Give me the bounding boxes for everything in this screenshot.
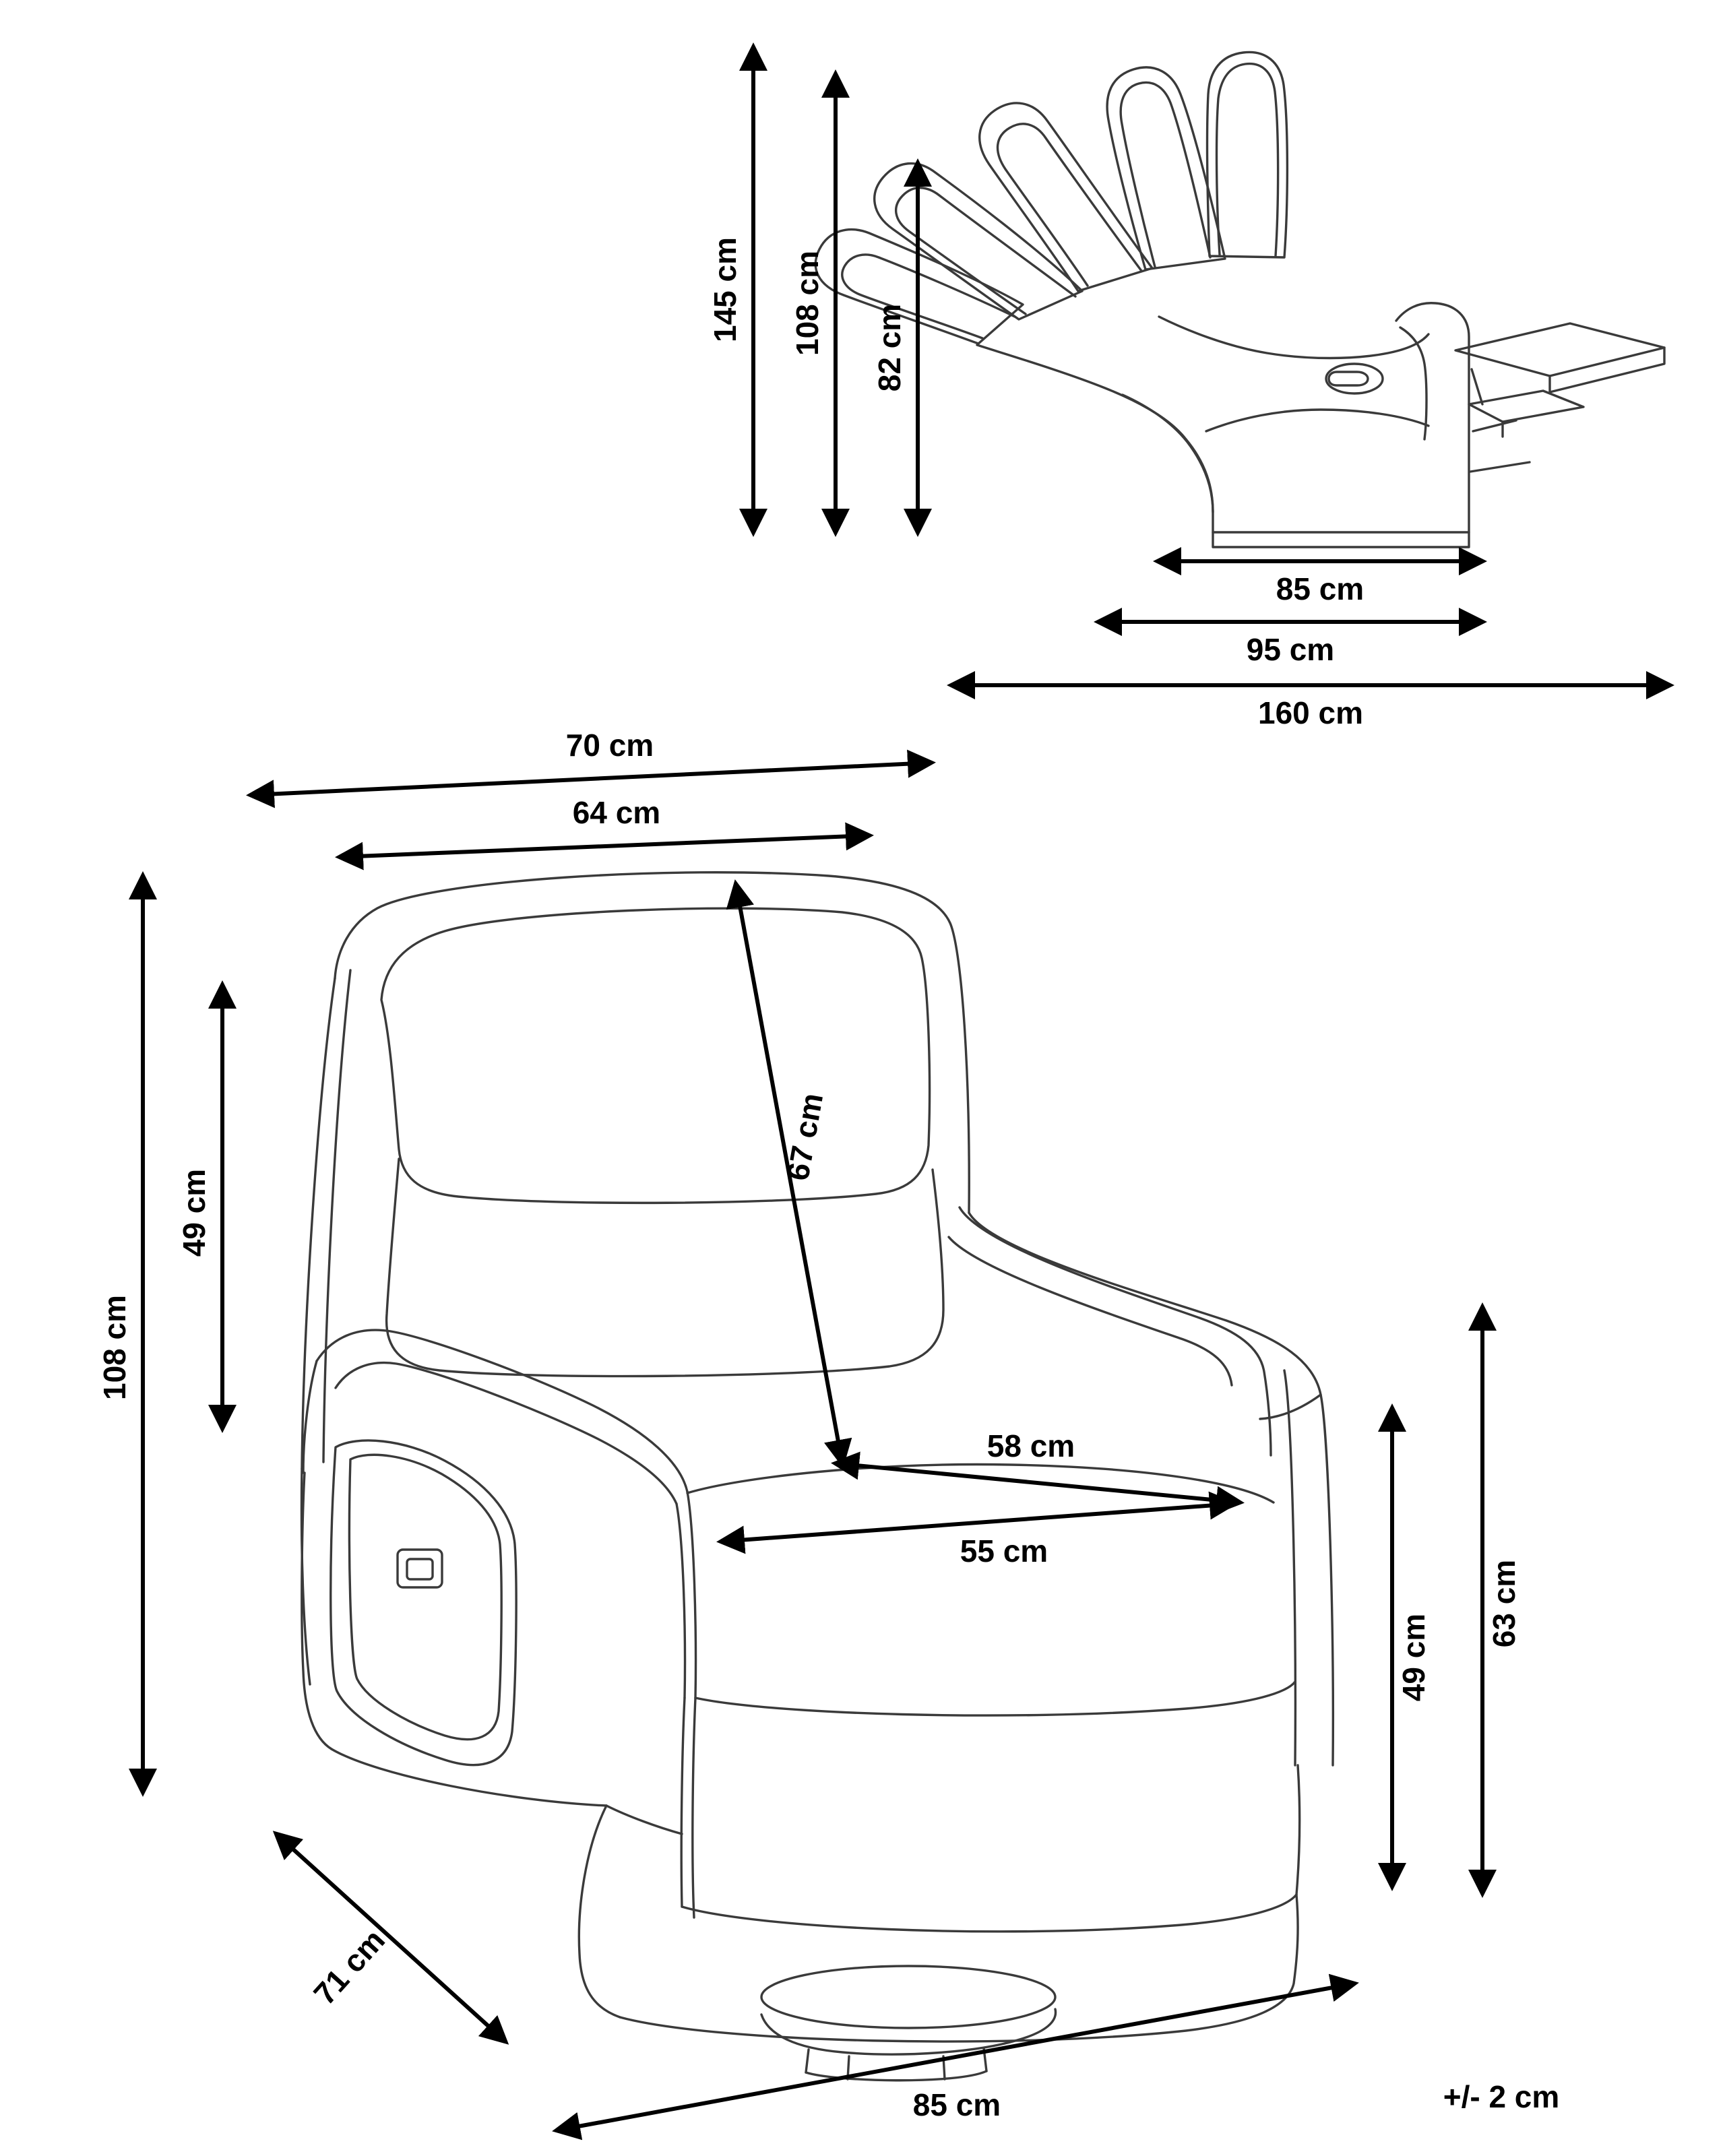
- dim-label-55: 55 cm: [960, 1533, 1048, 1568]
- dim-label-145: 145 cm: [708, 236, 743, 343]
- dim-label-82: 82 cm: [872, 303, 907, 392]
- side-view-dimensions: [708, 47, 1670, 730]
- side-view-chair-illustration: [815, 52, 1664, 547]
- dim-label-71: 71 cm: [307, 1922, 392, 2012]
- dim-label-95: 95 cm: [1246, 632, 1335, 667]
- dim-label-108-side: 108 cm: [790, 250, 825, 356]
- front-view-chair-illustration: [302, 873, 1334, 2081]
- dim-label-85-front: 85 cm: [912, 2087, 1001, 2122]
- dim-label-108-front: 108 cm: [97, 1294, 132, 1401]
- dim-label-70: 70 cm: [565, 728, 654, 763]
- dim-label-85-side: 85 cm: [1276, 571, 1365, 606]
- dim-label-67: 67 cm: [780, 1090, 830, 1183]
- dim-label-49-backrest: 49 cm: [177, 1168, 212, 1257]
- tolerance-note: +/- 2 cm: [1443, 2079, 1560, 2114]
- dim-label-64: 64 cm: [572, 795, 661, 830]
- dim-label-58: 58 cm: [986, 1428, 1075, 1463]
- front-view-dimensions: [97, 728, 1522, 2130]
- dim-label-63: 63 cm: [1486, 1559, 1522, 1648]
- dim-label-49-seat: 49 cm: [1396, 1613, 1431, 1702]
- dim-label-160: 160 cm: [1257, 695, 1364, 730]
